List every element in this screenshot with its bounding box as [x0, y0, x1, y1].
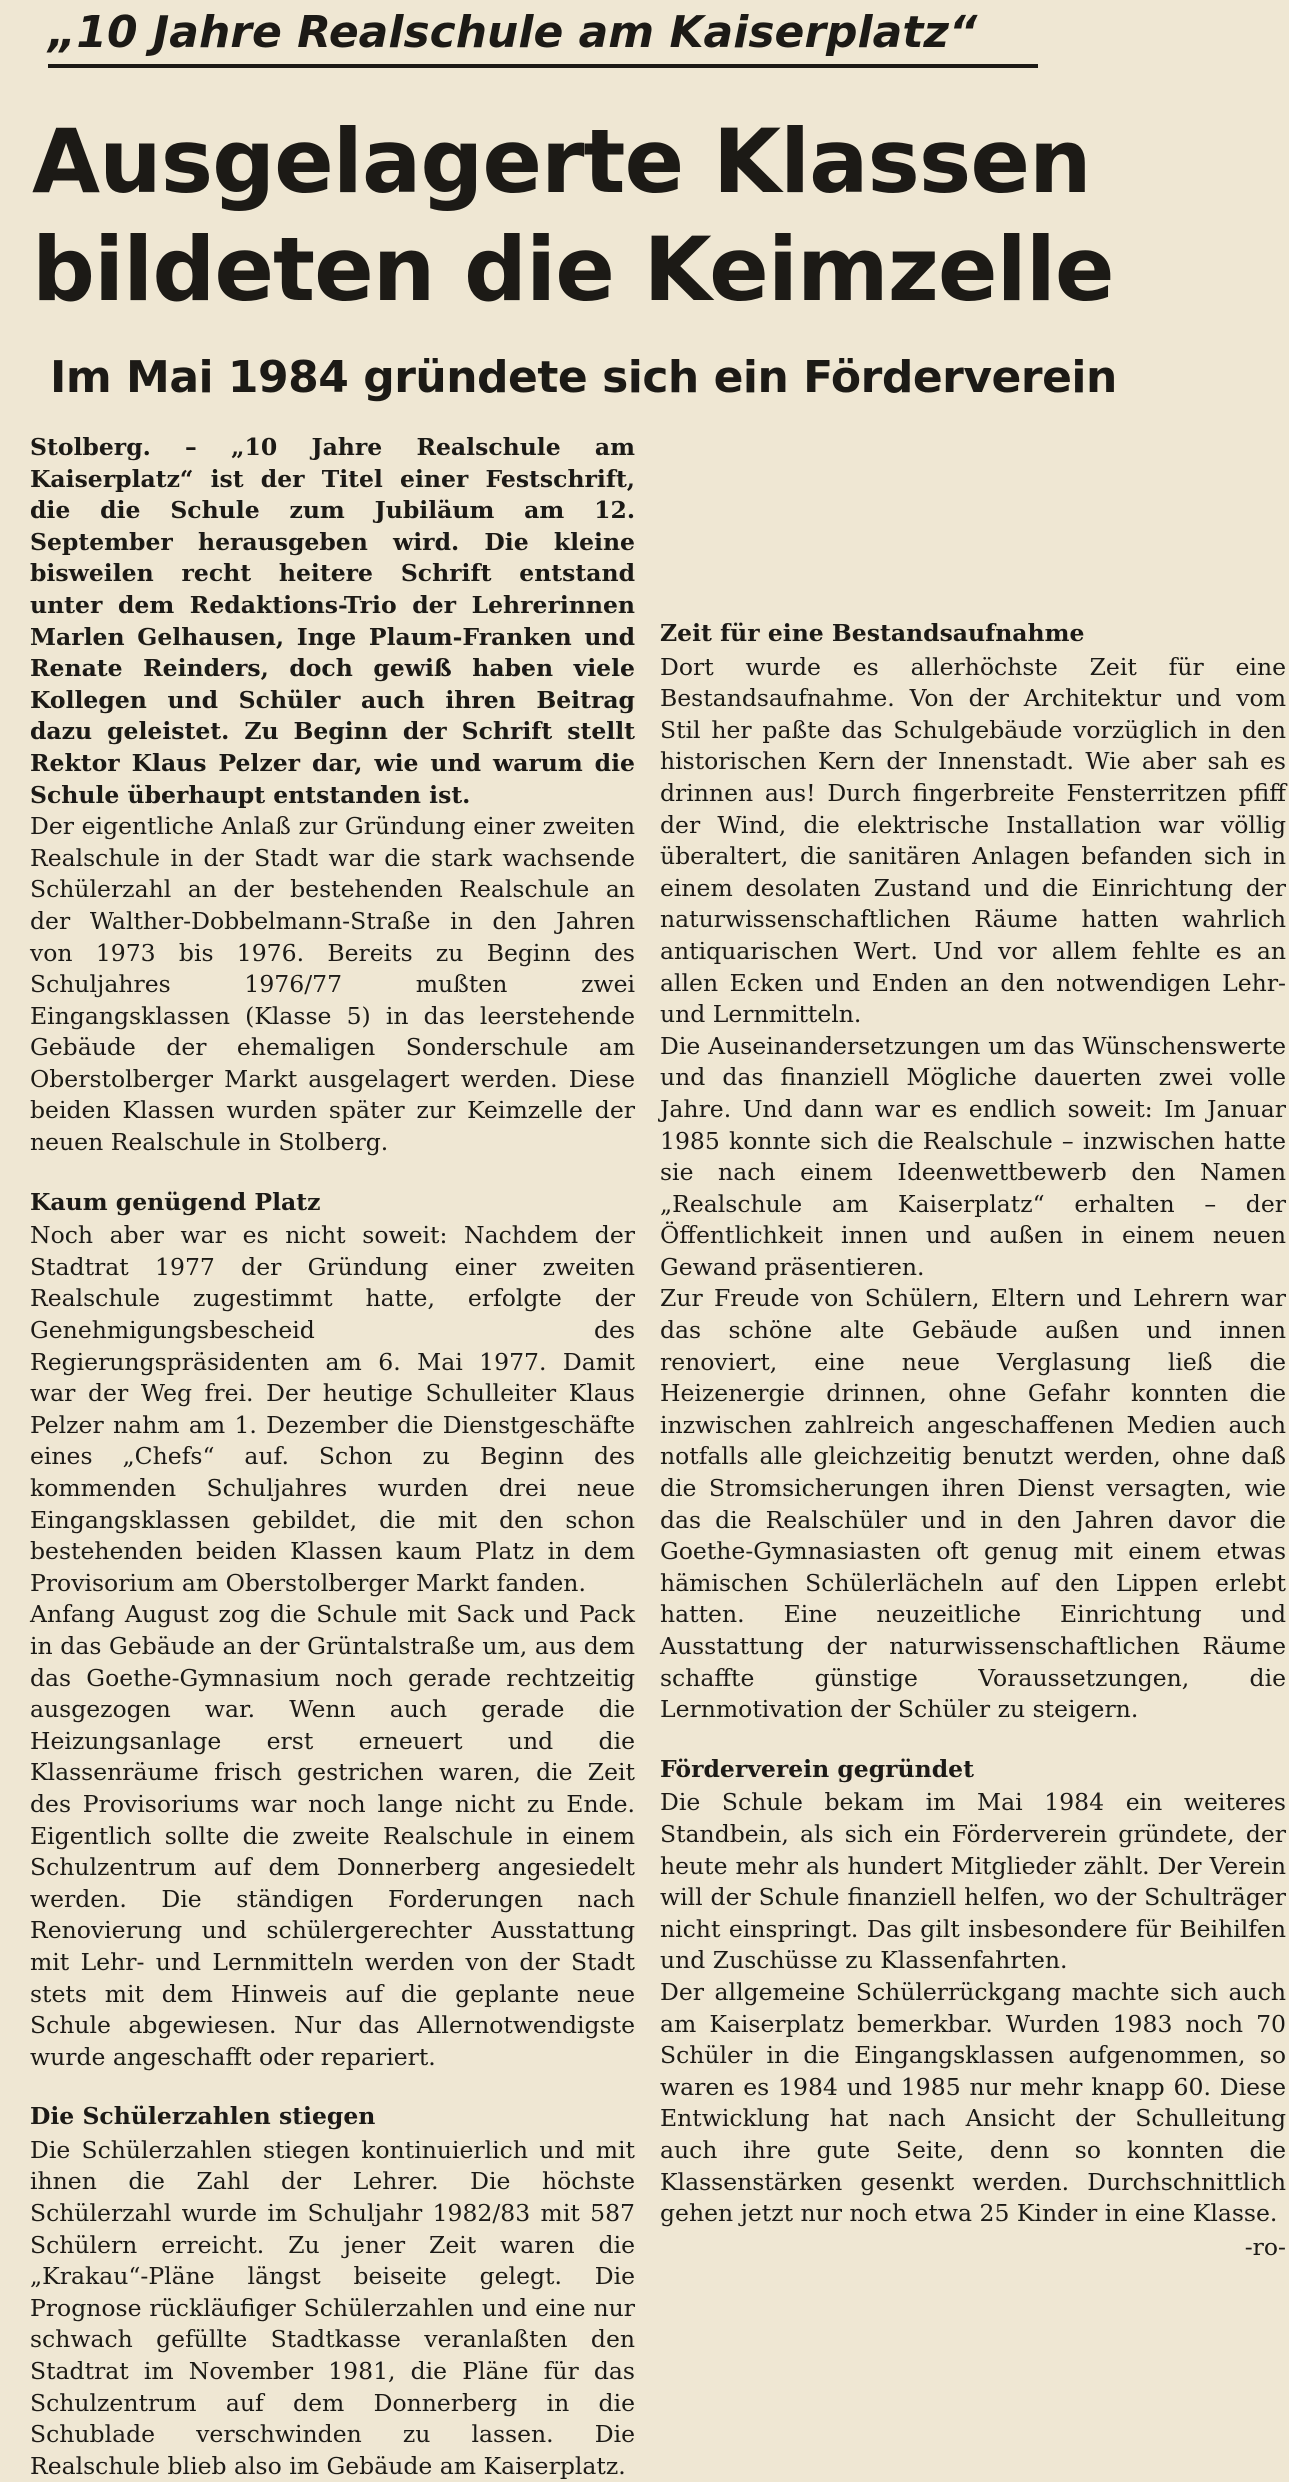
- paragraph: Zur Freude von Schülern, Eltern und Lehrern war das schöne alte Gebäude außen und innen renoviert, eine neue Verglasung ließ die Heizenergie drinnen, ohne Gefahr konnten die inzwischen zahlreich angeschaffenen Medien auch notfalls alle gleichzeitig benutzt werden, ohne daß die Stromsicherungen ihren Dienst versagten, wie das die Realschüler und in den Jahren davor die Goethe-Gymnasiasten oft genug mit einem etwas hämischen Schülerlächeln auf den Lippen erlebt hatten. Eine neuzeitliche Einrichtung und Ausstattung der naturwissenschaftlichen Räume schaffte günstige Voraussetzungen, die Lernmotivation der Schüler zu steigern.: [660, 1284, 1286, 1724]
- section-heading: Zeit für eine Bestandsaufnahme: [660, 619, 1085, 647]
- paragraph: Die Schülerzahlen stiegen kontinuierlich und mit ihnen die Zahl der Lehrer. Die höchste Schülerzahl wurde im Schuljahr 1982/83 mit 587 Schülern erreicht. Zu jener Zeit waren die „Krakau“-Pläne längst beiseite gelegt. Die Prognose rückläufiger Schülerzahlen und eine nur schwach gefüllte Stadtkasse veranlaßten den Stadtrat im November 1981, die Pläne für das Schulzentrum auf dem Donnerberg in die Schublade verschwinden zu lassen. Die Realschule blieb also im Gebäude am Kaiserplatz.: [30, 2135, 635, 2480]
- headline-line-1: Ausgelagerte Klassen: [32, 110, 1091, 213]
- kicker: „10 Jahre Realschule am Kaiserplatz“: [48, 2, 1038, 68]
- paragraph: Die Schule bekam im Mai 1984 ein weiteres Standbein, als sich ein Förderverein gründete, der heute mehr als hundert Mitglieder zählt. Der Verein will der Schule finanziell helfen, wo der Schulträger nicht einspringt. Das gilt insbesondere für Beihilfen und Zuschüsse zu Klassenfahrten.: [660, 1788, 1286, 1975]
- section-heading: Förderverein gegründet: [660, 1754, 974, 1783]
- headline-line-2: bildeten die Keimzelle: [32, 218, 1114, 321]
- column-left: [30, 432, 635, 2480]
- paragraph: Anfang August zog die Schule mit Sack und Pack in das Gebäude an der Grüntalstraße um, aus dem das Goethe-Gymnasium noch gerade rechtzeitig ausgezogen war. Wenn auch gerade die Heizungsanlage erst erneuert und die Klassenräume frisch gestrichen waren, die Zeit des Provisoriums war noch lange nicht zu Ende. Eigentlich sollte die zweite Realschule in einem Schulzentrum auf dem Donnerberg angesiedelt werden. Die ständigen Forderungen nach Renovierung und schülergerechter Ausstattung mit Lehr- und Lernmitteln werden von der Stadt stets mit dem Hinweis auf die geplante neue Schule abgewiesen. Nur das Allernotwendigste wurde angeschafft oder repariert.: [30, 1600, 635, 2071]
- author-signature: -ro-: [1244, 2232, 1286, 2261]
- paragraph: Dort wurde es allerhöchste Zeit für eine Bestandsaufnahme. Von der Architektur und vom Stil her paßte das Schulgebäude vorzüglich in den historischen Kern der Innenstadt. Wie aber sah es drinnen aus! Durch fingerbreite Fensterritzen pfiff der Wind, die elektrische Installation war völlig überaltert, die sanitären Anlagen befanden sich in einem desolaten Zustand und die Einrichtung der naturwissenschaftlichen Räume hatten wahrlich antiquarischen Wert. Und vor allem fehlte es an allen Ecken und Enden an den notwendigen Lehr- und Lernmitteln.: [660, 652, 1286, 1029]
- paragraph: Noch aber war es nicht soweit: Nachdem der Stadtrat 1977 der Gründung einer zweiten Realschule zugestimmt hatte, erfolgte der Genehmigungsbescheid des Regierungspräsidenten am 6. Mai 1977. Damit war der Weg frei. Der heutige Schulleiter Klaus Pelzer nahm am 1. Dezember die Dienstgeschäfte eines „Chefs“ auf. Schon zu Beginn des kommenden Schuljahres wurden drei neue Eingangsklassen gebildet, die mit den schon bestehenden beiden Klassen kaum Platz in dem Provisorium am Oberstolberger Markt fanden.: [30, 1221, 635, 1597]
- headline: [32, 108, 1262, 324]
- paragraph: Die Auseinandersetzungen um das Wünschenswerte und das finanziell Mögliche dauerten zwei volle Jahre. Und dann war es endlich soweit: Im Januar 1985 konnte sich die Realschule – inzwischen hatte sie nach einem Ideenwettbewerb den Namen „Realschule am Kaiserplatz“ erhalten – der Öffentlichkeit innen und außen in einem neuen Gewand präsentieren.: [660, 1031, 1286, 1281]
- paragraph: Der allgemeine Schülerrückgang machte sich auch am Kaiserplatz bemerkbar. Wurden 1983 noch 70 Schüler in die Eingangsklassen aufgenommen, so waren es 1984 und 1985 nur mehr knapp 60. Diese Entwicklung hat nach Ansicht der Schulleitung auch ihre gute Seite, denn so konnten die Klassenstärken gesenkt werden. Durchschnittlich gehen jetzt nur noch etwa 25 Kinder in eine Klasse.: [660, 1977, 1286, 2228]
- column-right: [660, 432, 1286, 2263]
- paragraph: Der eigentliche Anlaß zur Gründung einer zweiten Realschule in der Stadt war die stark wachsende Schülerzahl an der bestehenden Realschule an der Walther-Dobbelmann-Straße in den Jahren von 1973 bis 1976. Bereits zu Beginn des Schuljahres 1976/77 mußten zwei Eingangsklassen (Klasse 5) in das leerstehende Gebäude der ehemaligen Sonderschule am Oberstolberger Markt ausgelagert werden. Diese beiden Klassen wurden später zur Keimzelle der neuen Realschule in Stolberg.: [30, 812, 635, 1157]
- section-heading: Kaum genügend Platz: [30, 1187, 321, 1216]
- lead-paragraph: Stolberg. – „10 Jahre Realschule am Kaiserplatz“ ist der Titel einer Festschrift, die die Schule zum Jubiläum am 12. September herausgeben wird. Die kleine bisweilen recht heitere Schrift entstand unter dem Redaktions-Trio der Lehrerinnen Marlen Gelhausen, Inge Plaum-Franken und Renate Reinders, doch gewiß haben viele Kollegen und Schüler auch ihren Beitrag dazu geleistet. Zu Beginn der Schrift stellt Rektor Klaus Pelzer dar, wie und warum die Schule überhaupt entstanden ist.: [30, 433, 635, 809]
- section-heading: Die Schülerzahlen stiegen: [30, 2102, 376, 2131]
- subheadline: Im Mai 1984 gründete sich ein Förderverein: [50, 352, 1117, 403]
